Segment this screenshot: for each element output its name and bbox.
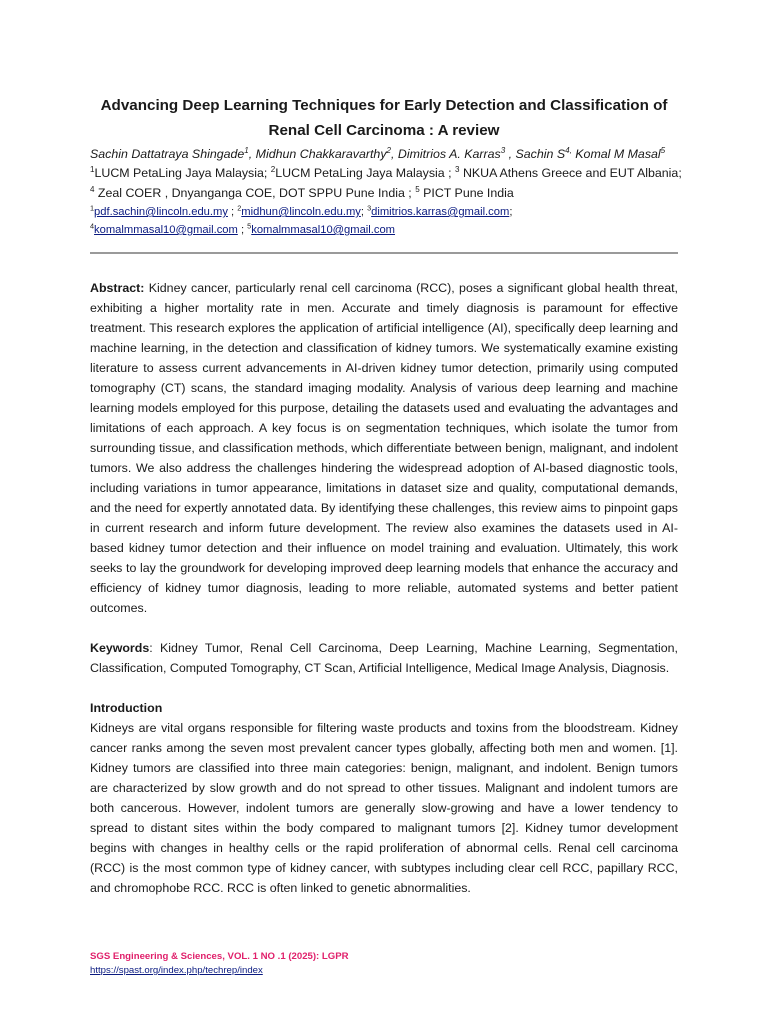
abstract-text: Kidney cancer, particularly renal cell carcinoma (RCC), poses a significant global health threat, exhibiting a higher mortality rate in men. Accurate and timely diagnosis is paramount for effective treatment. This research explores the application of artificial intelligence (AI), specifically deep learning and machine learning, in the detection and classification of kidney tumors. We systematically examine existing literature to assess current advancements in AI-driven kidney tumor detection, primarily using computed tomography (CT) scans, the standard imaging modality. Analysis of various deep learning and machine learning models employed for this purpose, detailing the datasets used and evaluating the advantages and limitations of each approach. A key focus is on segmentation techniques, which isolate the tumor from surrounding tissue, and classification methods, which differentiate between benign, malignant, and indolent tumors. We also address the challenges hindering the widespread adoption of AI-based diagnostic tools, including variations in tumor appearance, limitations in dataset size and quality, computational demands, and the need for expertly annotated data. By identifying these challenges, this review aims to pinpoint gaps in current research and inform future development. The review also examines the datasets used in AI-based kidney tumor detection and their influence on model training and evaluation. Ultimately, this work seeks to lay the groundwork for developing improved deep learning models that enhance the accuracy and efficiency of kidney tumor diagnosis, leading to more reliable, automated systems and better patient outcomes. (90, 281, 678, 615)
email-sup: 4 (90, 221, 95, 231)
author-2-sup: 2 (386, 145, 392, 155)
email-sup: 1 (90, 203, 95, 213)
journal-citation: SGS Engineering & Sciences, VOL. 1 NO .1 (2025): LGPR (90, 951, 349, 962)
author-4: , Sachin S (505, 147, 566, 161)
aff-text: LUCM PetaLing Jaya Malaysia; (94, 166, 271, 180)
author-list (90, 144, 690, 164)
email-link-4[interactable]: komalmmasal10@gmail.com (94, 224, 238, 236)
email-sup: 3 (367, 203, 372, 213)
aff-sup: 3 (455, 164, 460, 174)
aff-text: PICT Pune India (419, 186, 514, 200)
author-1: Sachin Dattatraya Shingade (90, 147, 245, 161)
email-sep: ; (237, 224, 248, 236)
aff-sup: 5 (415, 184, 420, 194)
journal-link[interactable]: https://spast.org/index.php/techrep/index (90, 965, 263, 976)
title-line-2: Renal Cell Carcinoma : A review (268, 122, 500, 139)
email-link-3[interactable]: dimitrios.karras@gmail.com (371, 206, 510, 218)
keywords-label: Keywords (90, 641, 150, 655)
author-5-sup: 5 (660, 145, 666, 155)
affiliation-line-2 (90, 183, 690, 203)
title-line-1: Advancing Deep Learning Techniques for Early Detection and Classification of (100, 97, 668, 114)
author-4-sup: 4, (565, 145, 572, 155)
author-3-sup: 3 (500, 145, 506, 155)
affiliation-line-1 (90, 163, 690, 183)
header-divider (90, 252, 678, 254)
page-footer (90, 950, 349, 978)
paper-title (88, 93, 680, 143)
email-sep: ; (360, 206, 368, 218)
keywords-paragraph (90, 638, 678, 678)
aff-text: NKUA Athens Greece and EUT Albania; (459, 166, 682, 180)
keywords-text: : Kidney Tumor, Renal Cell Carcinoma, Deep Learning, Machine Learning, Segmentation, Classification, Computed Tomography, CT Scan, Artificial Intelligence, Medical Image Analysis, Diagnosis. (90, 641, 678, 675)
email-sup: 5 (247, 221, 252, 231)
email-line-2 (90, 221, 690, 239)
introduction-heading: Introduction (90, 701, 163, 715)
aff-sup: 4 (90, 184, 95, 194)
email-link-1[interactable]: pdf.sachin@lincoln.edu.my (94, 206, 228, 218)
email-link-5[interactable]: komalmmasal10@gmail.com (251, 224, 396, 236)
author-3: , Dimitrios A. Karras (391, 147, 501, 161)
email-sup: 2 (237, 203, 242, 213)
aff-sup: 1 (90, 164, 95, 174)
author-5: Komal M Masal (571, 147, 661, 161)
author-2: , Midhun Chakkaravarthy (248, 147, 387, 161)
author-1-sup: 1 (244, 145, 249, 155)
abstract-label: Abstract: (90, 281, 145, 295)
email-sep: ; (227, 206, 238, 218)
aff-text: LUCM PetaLing Jaya Malaysia ; (275, 166, 456, 180)
email-link-2[interactable]: midhun@lincoln.edu.my (241, 206, 361, 218)
aff-sup: 2 (270, 164, 276, 174)
aff-text: Zeal COER , Dnyanganga COE, DOT SPPU Pune India ; (94, 186, 416, 200)
email-sep: ; (509, 206, 513, 218)
introduction-paragraph: Kidneys are vital organs responsible for filtering waste products and toxins from the bloodstream. Kidney cancer ranks among the seven most prevalent cancer types globally, affecting both men and women. [1]. Kidney tumors are classified into three main categories: benign, malignant, and indolent. Benign tumors are characterized by slow growth and do not spread to other tissues. Malignant and indolent tumors are both cancerous. However, indolent tumors are generally slow-growing and have a lower tendency to spread to distant sites within the body compared to malignant tumors [2]. Kidney tumor development begins with changes in healthy cells or the rapid proliferation of abnormal cells. Renal cell carcinoma (RCC) is the most common type of kidney cancer, with subtypes including clear cell RCC, papillary RCC, and chromophobe RCC. RCC is often linked to genetic abnormalities. (90, 721, 678, 895)
email-line-1 (90, 203, 690, 221)
abstract-paragraph (90, 278, 678, 618)
